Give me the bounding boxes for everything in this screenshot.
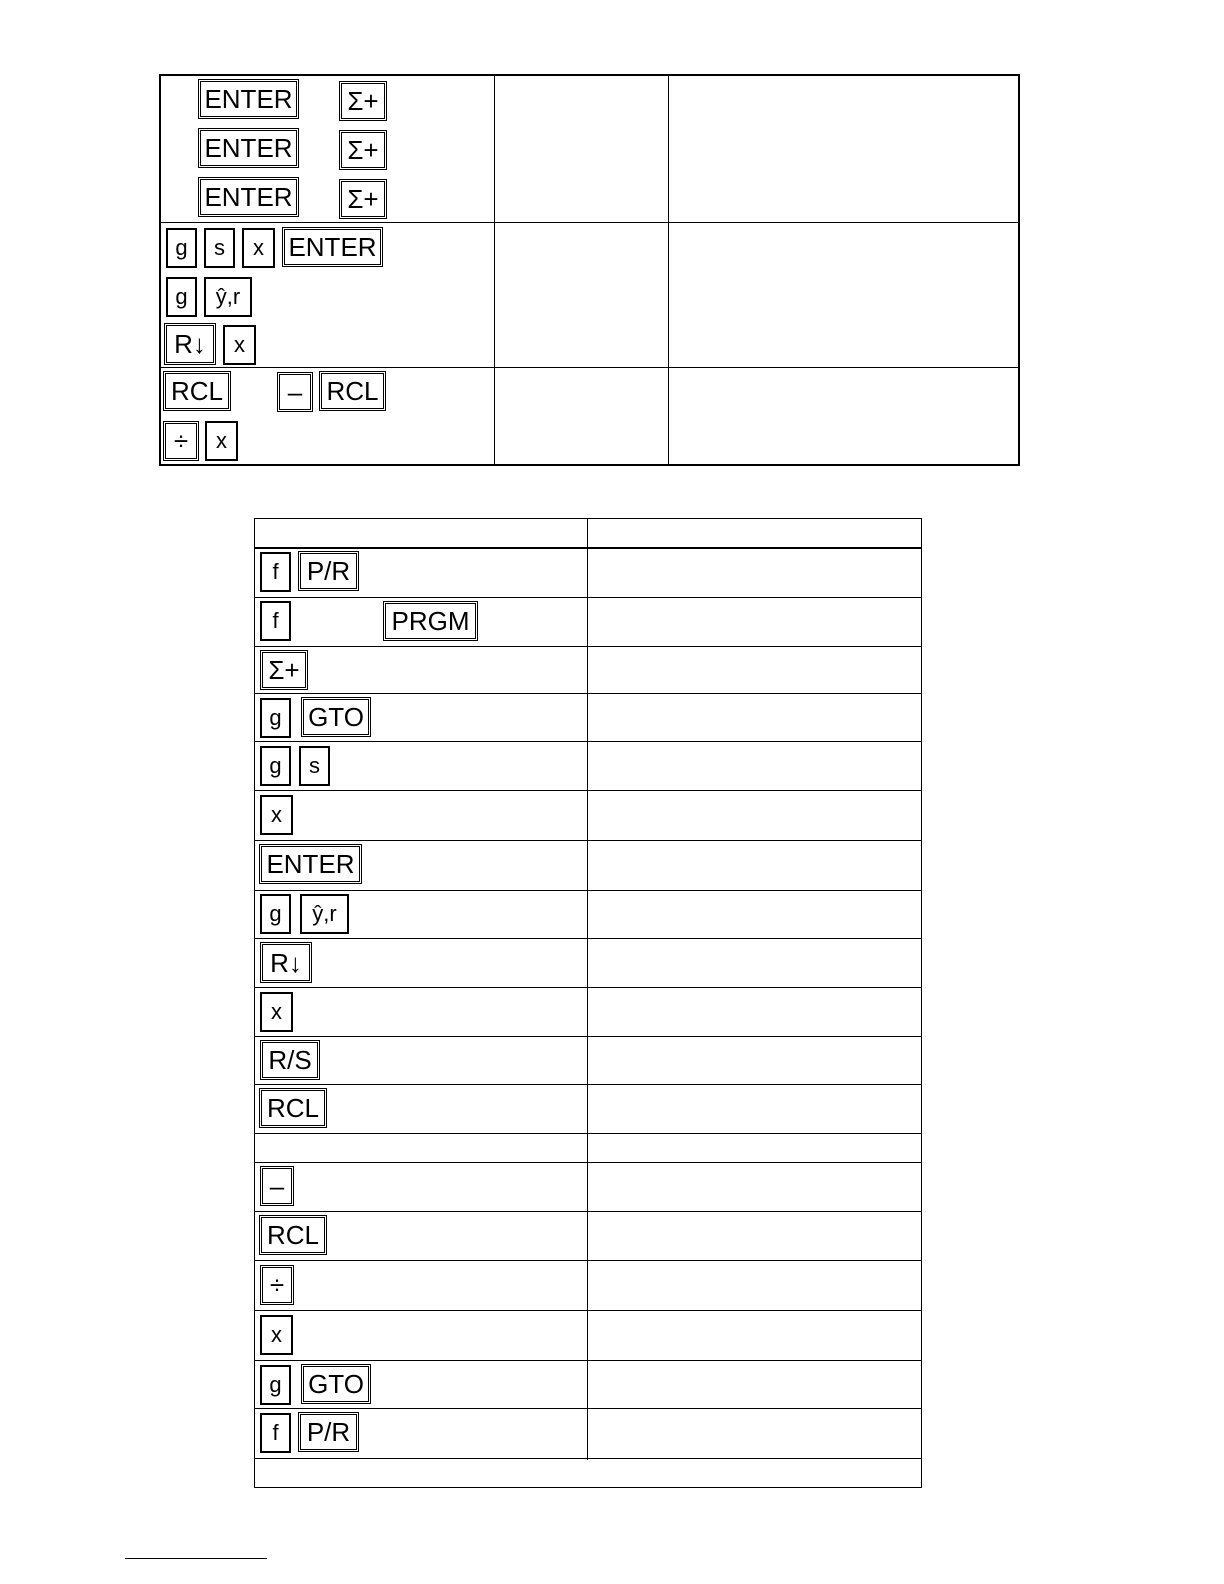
- f-key: f: [260, 552, 291, 592]
- row-divider: [254, 1408, 922, 1409]
- x-key: x: [242, 228, 275, 268]
- row-divider: [254, 693, 922, 694]
- roll-down-key: R↓: [260, 942, 312, 983]
- g-key: g: [260, 1365, 291, 1405]
- f-key: f: [260, 1413, 291, 1453]
- x-key: x: [260, 795, 293, 835]
- y-hat-r-key: ŷ,r: [204, 277, 252, 317]
- g-key: g: [260, 894, 291, 934]
- table-border-left: [254, 518, 255, 1488]
- row-divider: [254, 987, 922, 988]
- enter-key: ENTER: [198, 128, 299, 168]
- x-key: x: [205, 421, 238, 461]
- run-stop-key: R/S: [260, 1040, 320, 1080]
- row-divider: [254, 1162, 922, 1163]
- sigma-plus-key: Σ+: [260, 650, 308, 690]
- table-border-right: [921, 518, 922, 1488]
- rcl-key: RCL: [319, 371, 386, 411]
- enter-key: ENTER: [198, 177, 299, 217]
- sigma-plus-key: Σ+: [339, 179, 387, 219]
- row-divider: [254, 547, 922, 549]
- footnote-separator: [125, 1558, 267, 1559]
- table-border-left: [159, 74, 161, 466]
- roll-down-key: R↓: [164, 323, 216, 365]
- table-border-bottom: [254, 1487, 922, 1488]
- gto-key: GTO: [301, 1364, 371, 1404]
- row-divider: [159, 222, 1020, 223]
- keystroke-table-top: [159, 74, 1020, 466]
- enter-key: ENTER: [259, 844, 362, 884]
- g-key: g: [260, 698, 291, 738]
- row-divider: [254, 1360, 922, 1361]
- table-border-right: [1018, 74, 1020, 466]
- column-divider: [668, 74, 669, 466]
- f-key: f: [260, 601, 291, 641]
- row-divider: [254, 741, 922, 742]
- x-key: x: [260, 992, 293, 1032]
- column-divider: [494, 74, 495, 466]
- table-border-bottom: [159, 464, 1020, 466]
- rcl-key: RCL: [259, 1088, 327, 1128]
- program-listing-table: [254, 518, 922, 1488]
- s-key: s: [204, 228, 235, 268]
- row-divider: [254, 1036, 922, 1037]
- row-divider: [254, 1084, 922, 1085]
- prgm-key: PRGM: [383, 601, 478, 641]
- row-divider: [254, 646, 922, 647]
- row-divider: [254, 1260, 922, 1261]
- row-divider: [254, 890, 922, 891]
- s-key: s: [299, 746, 330, 786]
- gto-key: GTO: [301, 697, 371, 737]
- g-key: g: [166, 277, 197, 317]
- divide-key: ÷: [260, 1265, 294, 1305]
- minus-key: –: [277, 372, 313, 412]
- divide-key: ÷: [163, 421, 199, 461]
- g-key: g: [166, 228, 197, 268]
- table-border-top: [254, 518, 922, 519]
- row-divider: [254, 790, 922, 791]
- g-key: g: [260, 746, 291, 786]
- enter-key: ENTER: [198, 79, 299, 119]
- program-run-key: P/R: [298, 1412, 359, 1452]
- sigma-plus-key: Σ+: [339, 81, 387, 121]
- row-divider: [254, 938, 922, 939]
- rcl-key: RCL: [163, 371, 231, 411]
- row-divider: [254, 1458, 922, 1459]
- rcl-key: RCL: [259, 1215, 327, 1255]
- y-hat-r-key: ŷ,r: [300, 894, 349, 934]
- row-divider: [159, 367, 1020, 368]
- row-divider: [254, 1133, 922, 1134]
- table-border-top: [159, 74, 1020, 76]
- minus-key: –: [260, 1166, 294, 1206]
- enter-key: ENTER: [282, 227, 383, 267]
- x-key: x: [223, 325, 256, 365]
- row-divider: [254, 597, 922, 598]
- row-divider: [254, 840, 922, 841]
- program-run-key: P/R: [298, 551, 359, 591]
- sigma-plus-key: Σ+: [339, 130, 387, 170]
- row-divider: [254, 1211, 922, 1212]
- x-key: x: [260, 1315, 293, 1355]
- row-divider: [254, 1310, 922, 1311]
- column-divider: [587, 518, 588, 1460]
